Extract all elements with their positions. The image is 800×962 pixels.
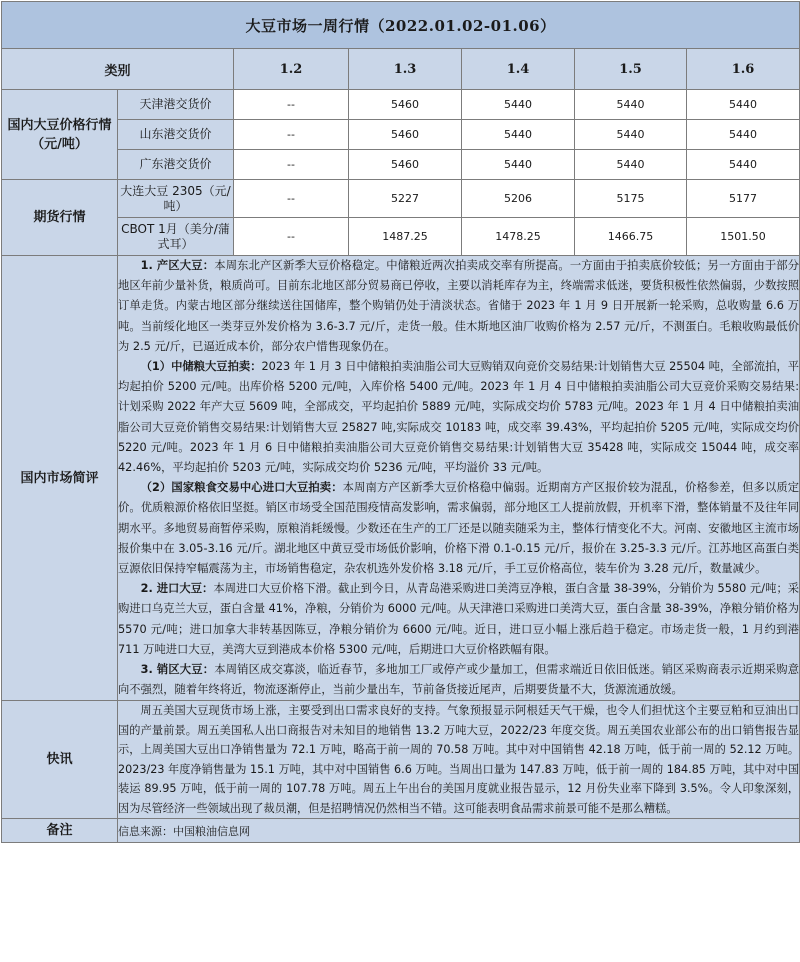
paragraph-heading: 3. 销区大豆： (140, 663, 215, 677)
date-header: 1.2 (234, 49, 349, 90)
paragraph-body: 本周进口大豆价格下滑。截止到今日，从青岛港采购进口美湾豆净粮，蛋白含量 38-39%，分销价为 5580 元/吨；采购进口乌克兰大豆，蛋白含量 41%，净粮，分销价为 6000 元/吨。从天津港口采购进口美湾大豆，蛋白含量 38-39%，净粮分销价格为 5570 元/吨；进口加拿大非转基因陈豆，净粮分销价为 6600 元/吨。近日，进口豆小幅上涨后趋于稳定。市场走货一般，1 月约到港 711 万吨进口大豆，美湾大豆到港成本价格 5300 元/吨，后期进口大豆价格跌幅有限。 (118, 582, 800, 656)
price-cell: 5440 (687, 120, 800, 150)
paragraph-heading: （1）中储粮大豆拍卖： (140, 360, 262, 374)
news-row (2, 701, 800, 819)
price-row-shandong (2, 120, 800, 150)
paragraph-body: 本周销区成交寡淡，临近春节，多地加工厂或停产或少量加工，但需求端近日依旧低迷。销区采购商表示近期采购意向不强烈，随着年终将近，物流逐渐停止，当前少量出车，节前备货接近尾声，后期要货量不大，货源流通放缓。 (118, 663, 800, 697)
price-cell: 5440 (462, 150, 575, 180)
price-cell: 5440 (575, 90, 687, 120)
report-title: 大豆市场一周行情（2022.01.02-01.06） (2, 2, 800, 49)
price-row-tianjin (2, 90, 800, 120)
news-section-label: 快讯 (2, 701, 118, 819)
price-cell: 5440 (575, 120, 687, 150)
price-cell: 1478.25 (462, 218, 575, 256)
price-cell: 5440 (687, 150, 800, 180)
review-paragraph (118, 256, 799, 357)
review-paragraph (118, 579, 799, 660)
date-header: 1.6 (687, 49, 800, 90)
price-cell: 5227 (349, 180, 462, 218)
row-label: 天津港交货价 (118, 90, 234, 120)
market-review-row (2, 256, 800, 701)
price-cell: 5440 (687, 90, 800, 120)
news-text-cell (118, 701, 800, 819)
remarks-text: 信息来源：中国粮油信息网 (118, 819, 800, 843)
price-cell: -- (234, 218, 349, 256)
market-review-text (118, 256, 800, 701)
price-cell: -- (234, 120, 349, 150)
row-label: 山东港交货价 (118, 120, 234, 150)
futures-section-label: 期货行情 (2, 180, 118, 256)
paragraph-body: 本周南方产区新季大豆价格稳中偏弱。近期南方产区报价较为混乱，价格参差，但多以质定价。优质粮源价格依旧坚挺。销区市场受全国范围疫情高发影响，需求偏弱，部分地区工人提前放假，开机率下滑，整体销量不及往年同期水平。多地贸易商暂停采购，原粮消耗缓慢。少数还在生产的工厂还是以随卖随采为主，整体行情变化不大。河南、安徽地区主流市场报价集中在 3.05-3.16 元/斤。湖北地区中黄豆受市场低价影响，价格下滑 0.1-0.15 元/斤，报价在 3.25-3.3 元/斤。江苏地区高蛋白类豆源依旧保持窄幅震荡为主，市场销售稳定，杂农机选外发价格 3.18 元/斤，手工豆价格高位，装车价为 3.28 元/斤，数量减少。 (118, 481, 800, 576)
price-cell: -- (234, 90, 349, 120)
price-cell: 5460 (349, 150, 462, 180)
date-header: 1.3 (349, 49, 462, 90)
paragraph-heading: 2. 进口大豆： (140, 582, 214, 596)
remarks-row (2, 819, 800, 843)
paragraph-heading: （2）国家粮食交易中心进口大豆拍卖： (140, 481, 343, 495)
futures-row-cbot (2, 218, 800, 256)
price-cell: 1466.75 (575, 218, 687, 256)
paragraph-body: 2023 年 1 月 3 日中储粮拍卖油脂公司大豆购销双向竞价交易结果:计划销售大豆 25504 吨，全部流拍，平均起拍价 5200 元/吨。出库价格 5200 元/吨，入库价格 5400 元/吨。2023 年 1 月 4 日中储粮拍卖油脂公司大豆竞价采购交易结果:计划采购 2022 年产大豆 5609 吨，全部成交，平均起拍价 5889 元/吨，实际成交均价 5783 元/吨。2023 年 1 月 4 日中储粮拍卖油脂公司大豆竞价销售交易结果:计划销售大豆 25827 吨,实际成交 10183 吨，成交率 39.43%，平均起拍价 5205 元/吨，实际成交均价 5220 元/吨。2023 年 1 月 6 日中储粮拍卖油脂公司大豆竞价销售交易结果:计划销售大豆 35428 吨，实际成交 15044 吨，成交率 42.46%，平均起拍价 5203 元/吨，实际成交均价 5236 元/吨，平均溢价 33 元/吨。 (118, 360, 800, 475)
review-paragraph (118, 357, 799, 478)
row-label: 广东港交货价 (118, 150, 234, 180)
price-cell: 5177 (687, 180, 800, 218)
date-header: 1.5 (575, 49, 687, 90)
paragraph-body: 本周东北产区新季大豆价格稳定。中储粮近两次拍卖成交率有所提高。一方面由于拍卖底价较低；另一方面由于部分地区年前少量补货，粮质尚可。目前东北地区部分贸易商已停收，主要以消耗库存为主，终端需求低迷，要货积极性依然偏弱，少数按照订单走货。内蒙古地区部分继续送往国储库，整个购销仍处于清淡状态。省储于 2023 年 1 月 9 日开展新一轮采购，总收购量 6.6 万吨。当前绥化地区一类芽豆外发价格为 3.6-3.7 元/斤，走货一般。佳木斯地区油厂收购价格为 2.57 元/斤，不测蛋白。毛粮收购最低价为 2.5 元/斤，已逼近成本价，部分农户惜售现象仍在。 (118, 259, 800, 353)
price-cell: 1487.25 (349, 218, 462, 256)
price-row-guangdong (2, 150, 800, 180)
price-cell: 5460 (349, 90, 462, 120)
paragraph-heading: 1. 产区大豆： (140, 259, 215, 272)
domestic-price-section-label: 国内大豆价格行情（元/吨） (2, 90, 118, 180)
row-label: 大连大豆 2305（元/吨） (118, 180, 234, 218)
price-cell: -- (234, 150, 349, 180)
price-cell: 5175 (575, 180, 687, 218)
price-cell: 5440 (575, 150, 687, 180)
price-cell: -- (234, 180, 349, 218)
futures-row-dalian (2, 180, 800, 218)
price-cell: 5206 (462, 180, 575, 218)
price-cell: 5440 (462, 90, 575, 120)
remarks-section-label: 备注 (2, 819, 118, 843)
date-header: 1.4 (462, 49, 575, 90)
category-header: 类别 (2, 49, 234, 90)
review-paragraph (118, 478, 799, 579)
review-paragraph (118, 660, 799, 700)
row-label: CBOT 1月（美分/蒲式耳） (118, 218, 234, 256)
news-text: 周五美国大豆现货市场上涨，主要受到出口需求良好的支持。气象预报显示阿根廷天气干燥，也令人们担忧这个主要豆粕和豆油出口国的产量前景。周五美国私人出口商报告对未知目的地销售 13.2 万吨大豆，2022/23 年度交货。周五美国农业部公布的出口销售报告显示，上周美国大豆出口净销售量为 72.1 万吨，略高于前一周的 70.58 万吨。其中对中国销售 42.18 万吨，低于前一周的 52.12 万吨。2023/23 年度净销售量为 15.1 万吨，其中对中国销售 6.6 万吨。当周出口量为 147.83 万吨，低于前一周的 184.85 万吨，其中对中国装运 89.95 万吨，低于前一周的 107.78 万吨。周五上午出台的美国月度就业报告显示，12 月份失业率下降到 3.5%。令人印象深刻，因为尽管经济一些领域出现了裁员潮，但是招聘情况仍然相当不错。这可能表明食品需求前景可能不是那么糟糕。 (118, 704, 800, 815)
market-review-section-label: 国内市场简评 (2, 256, 118, 701)
price-cell: 5460 (349, 120, 462, 150)
price-cell: 5440 (462, 120, 575, 150)
soybean-market-table (1, 1, 800, 843)
price-cell: 1501.50 (687, 218, 800, 256)
